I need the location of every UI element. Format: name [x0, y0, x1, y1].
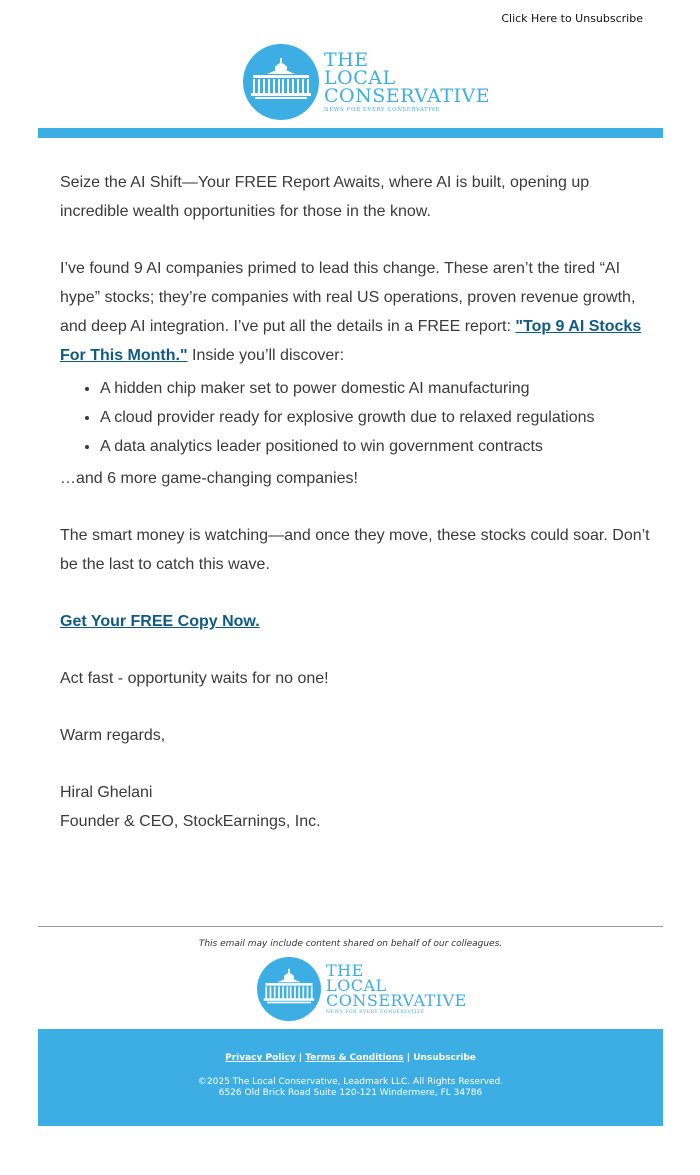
brand-line-3: CONSERVATIVE [324, 85, 491, 108]
brand-logo [243, 44, 490, 120]
brand-line-1: THE [324, 49, 369, 72]
link-separator: | [406, 1053, 411, 1063]
unsubscribe-link-top[interactable]: Click Here to Unsubscribe [501, 12, 643, 25]
white-house-icon [243, 44, 319, 120]
report-paragraph: I’ve found 9 AI companies primed to lead this change. These aren’t the tired “AI hype” stocks; they’re companies with real US operations, proven revenue growth, and deep AI integration. I’ve put all the details in a FREE report: "Top 9 AI Stocks For This Month." Inside you’ll discover: [60, 260, 642, 364]
signer-title: Founder & CEO, StockEarnings, Inc. [60, 813, 321, 830]
smart-money-paragraph: The smart money is watching—and once they move, these stocks could soar. Don’t be the last to catch this wave. [60, 527, 650, 573]
footer-brand-line-3: CONSERVATIVE [326, 991, 467, 1011]
footer-brand-line-1: THE [326, 961, 364, 981]
signer-name: Hiral Ghelani [60, 784, 153, 801]
white-house-icon [257, 957, 321, 1021]
list-item: • A hidden chip maker set to power domestic AI manufacturing [100, 374, 650, 403]
link-separator: | [298, 1053, 303, 1063]
email-body [60, 168, 650, 836]
unsubscribe-link-footer[interactable]: Unsubscribe [413, 1053, 476, 1063]
report-link[interactable]: "Top 9 AI Stocks For This Month." [60, 318, 642, 364]
urgency-paragraph: Act fast - opportunity waits for no one! [60, 670, 329, 687]
footer-divider [38, 926, 663, 927]
footer-bar [38, 1029, 663, 1126]
list-item: • A cloud provider ready for explosive growth due to relaxed regulations [100, 403, 650, 432]
cta-link[interactable]: Get Your FREE Copy Now. [60, 613, 260, 630]
more-companies-paragraph: …and 6 more game-changing companies! [60, 470, 358, 487]
brand-line-2: LOCAL [324, 67, 396, 90]
copyright-text: ©2025 The Local Conservative, Leadmark LLC. All Rights Reserved. [197, 1077, 504, 1087]
footer-links [38, 1053, 663, 1063]
footer-brand-line-2: LOCAL [326, 976, 387, 996]
feature-list [60, 374, 650, 461]
list-item: • A data analytics leader positioned to win government contracts [100, 432, 650, 461]
header-divider-bar [38, 128, 663, 138]
brand-tagline: NEWS FOR EVERY CONSERVATIVE [324, 106, 441, 113]
closing-text: Warm regards, [60, 727, 166, 744]
footer-brand-logo [257, 957, 467, 1021]
footer-disclaimer: This email may include content shared on behalf of our colleagues. [198, 939, 503, 949]
terms-conditions-link[interactable]: Terms & Conditions [305, 1053, 404, 1063]
intro-paragraph: Seize the AI Shift—Your FREE Report Awaits, where AI is built, opening up incredible wealth opportunities for those in the know. [60, 174, 590, 220]
footer-brand-tagline: NEWS FOR EVERY CONSERVATIVE [326, 1009, 425, 1015]
address-text: 6526 Old Brick Road Suite 120-121 Windermere, FL 34786 [218, 1088, 483, 1098]
privacy-policy-link[interactable]: Privacy Policy [225, 1053, 296, 1063]
